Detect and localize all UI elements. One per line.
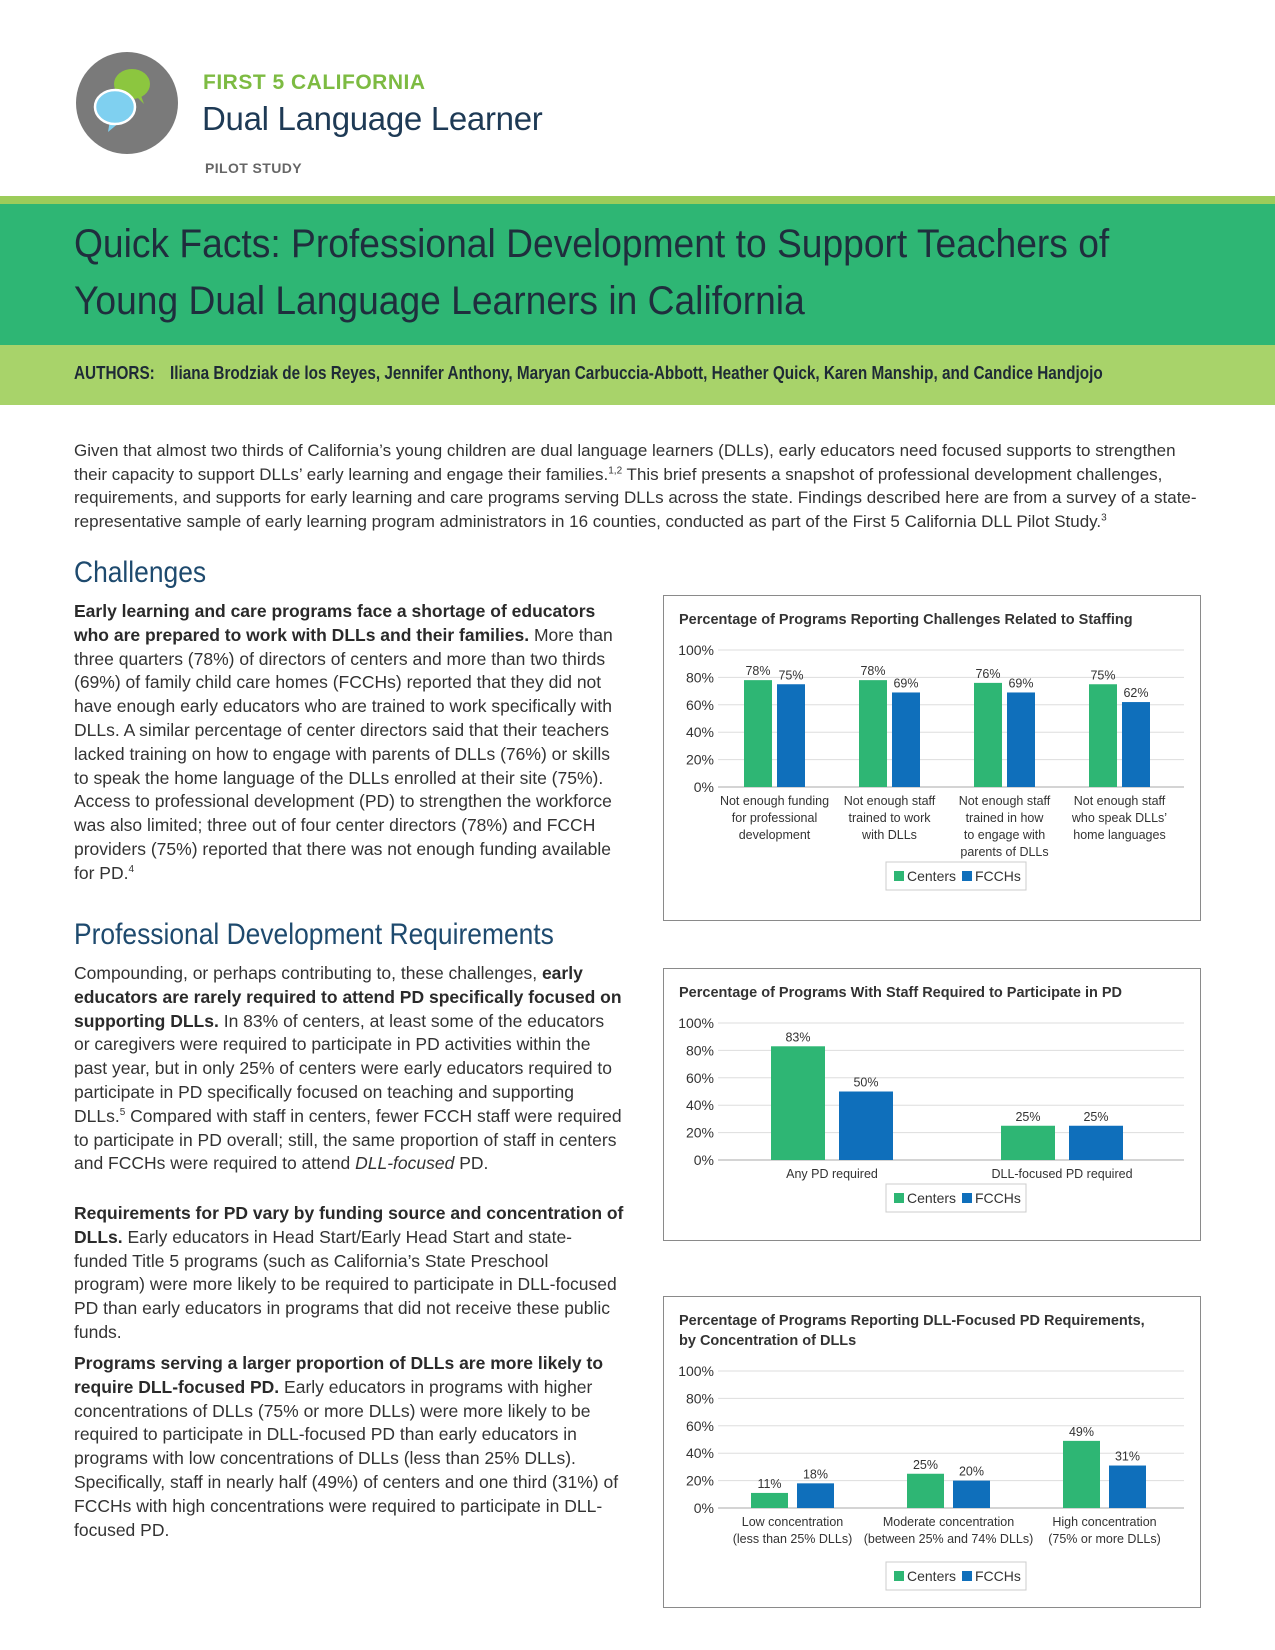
bar-centers xyxy=(771,1046,825,1160)
data-label: 78% xyxy=(745,664,771,679)
data-label: 75% xyxy=(778,668,804,683)
bar-fcchs xyxy=(1069,1126,1123,1160)
title-line1: Quick Facts: Professional Development to Support Teachers of xyxy=(74,222,1110,266)
data-label: 62% xyxy=(1123,686,1149,701)
data-label: 11% xyxy=(757,1476,782,1491)
challenges-text: More than three quarters (78%) of directors of centers and more than two thirds (69%) of family child care homes (FCCHs) reported that they did not have enough early educators who are trained to work specifically with DLLs. A similar percentage of center directors said that their teachers lacked training on how to engage with parents of DLLs (76%) or skills to speak the home language of the DLLs enrolled at their site (75%). Access to professional development (PD) to strengthen the workforce was also limited; three out of four center directors (78%) and FCCH providers (75%) reported that there was not enough funding available for PD. xyxy=(74,624,613,883)
data-label: 18% xyxy=(802,1467,829,1482)
bar-fcchs xyxy=(953,1481,990,1508)
data-label: 50% xyxy=(853,1075,879,1090)
category-label: (75% or more DLLs) xyxy=(1048,1532,1161,1546)
data-label: 75% xyxy=(1090,668,1116,683)
category-label: home languages xyxy=(1073,828,1166,842)
req-p1-text-c: Compared with staff in centers, fewer FCCH staff were required to participate in PD overall; still, the same proportion of staff in centers and FCCHs were required to attend xyxy=(74,1105,622,1174)
legend-swatch xyxy=(894,1193,904,1203)
category-label: trained in how xyxy=(965,811,1044,825)
y-tick-label: 20% xyxy=(685,1472,714,1489)
bar-centers xyxy=(1001,1126,1055,1160)
req-p1-emphasis: DLL-focused xyxy=(355,1153,455,1174)
bar-centers xyxy=(744,680,772,787)
legend-label: FCCHs xyxy=(975,868,1021,884)
y-tick-label: 40% xyxy=(685,1097,714,1114)
data-label: 25% xyxy=(1015,1109,1041,1124)
legend-swatch xyxy=(894,1571,904,1581)
brand-line2: Dual Language Learner xyxy=(202,100,543,137)
authors xyxy=(74,363,1103,384)
chart-staffing-challenges xyxy=(663,595,1201,921)
intro-text-a: Given that almost two thirds of California’s young children are dual language learners (DLLs), early educators need focused supports to strengthen their capacity to support DLLs’ early learning and engage their families. xyxy=(74,441,1176,484)
category-label: Low concentration xyxy=(741,1515,844,1529)
req-p1-text-b: In 83% of centers, at least some of the educators or caregivers were required to participate in PD activities within the past year, but in only 25% of centers were early educators required to participate in PD specifically focused on teaching and supporting DLLs. xyxy=(74,1010,612,1126)
req-p2-text: Early educators in Head Start/Early Head Start and state-funded Title 5 programs (such as California’s State Preschool program) were more likely to be required to participate in DLL-focused PD than early educators in programs that did not receive these public funds. xyxy=(74,1226,617,1342)
bar-centers xyxy=(859,680,887,787)
legend-label: FCCHs xyxy=(975,1568,1021,1584)
req-p3-text: Early educators in programs with higher concentrations of DLLs (75% or more DLLs) were more likely to be required to participate in DLL-focused PD than early educators in programs with low concentrations of DLLs (less than 25% DLLs). Specifically, staff in nearly half (49%) of centers and one third (31%) of FCCHs with high concentrations were required to participate in DLL-focused PD. xyxy=(74,1376,619,1540)
legend-label: FCCHs xyxy=(975,1190,1021,1206)
legend-swatch xyxy=(894,871,904,881)
bar-centers xyxy=(751,1493,788,1508)
data-label: 31% xyxy=(1114,1449,1141,1464)
chart-title: Percentage of Programs With Staff Required to Participate in PD xyxy=(679,985,1123,1001)
logo xyxy=(76,52,178,154)
data-label: 83% xyxy=(785,1030,811,1045)
y-tick-label: 0% xyxy=(693,779,714,795)
bar-fcchs xyxy=(1109,1466,1146,1508)
legend-label: Centers xyxy=(907,868,957,884)
category-label: for professional xyxy=(731,811,818,825)
chart-pd-required xyxy=(663,968,1201,1241)
y-tick-label: 0% xyxy=(693,1500,714,1516)
req-p3-lead: Programs serving a larger proportion of DLLs are more likely to require DLL-focused PD. xyxy=(74,1353,604,1397)
bar-fcchs xyxy=(797,1483,834,1508)
category-label: to engage with xyxy=(963,828,1046,842)
challenges-lead: Early learning and care programs face a shortage of educators who are prepared to work with DLLs and their families. xyxy=(74,601,596,645)
legend-swatch xyxy=(962,1193,972,1203)
category-label: Moderate concentration xyxy=(882,1515,1015,1529)
challenges-paragraph xyxy=(74,600,624,886)
title-line2: Young Dual Language Learners in California xyxy=(74,279,805,323)
bar-fcchs xyxy=(1122,702,1150,787)
footnote-ref: 4 xyxy=(128,863,135,875)
data-label: 76% xyxy=(975,666,1001,681)
requirements-paragraph-2 xyxy=(74,1202,624,1345)
chart-title: by Concentration of DLLs xyxy=(679,1333,857,1349)
category-label: who speak DLLs’ xyxy=(1071,811,1168,825)
legend-label: Centers xyxy=(907,1190,957,1206)
y-tick-label: 60% xyxy=(685,1069,714,1086)
bar-fcchs xyxy=(839,1092,893,1161)
intro-text-b: This brief presents a snapshot of professional development challenges, requirements, and supports for early learning and care programs serving DLLs across the state. Findings described here are from a survey of a state-representative sample of early learning program administrators in 16 counties, conducted as part of the First 5 California DLL Pilot Study. xyxy=(74,464,1197,531)
y-tick-label: 80% xyxy=(685,1390,714,1407)
category-label: with DLLs xyxy=(862,828,917,842)
y-tick-label: 80% xyxy=(685,669,714,686)
requirements-paragraph-3 xyxy=(74,1352,624,1542)
footnote-ref: 3 xyxy=(1101,511,1107,523)
y-tick-label: 60% xyxy=(685,1417,714,1434)
data-label: 69% xyxy=(893,676,919,691)
legend-swatch xyxy=(962,1571,972,1581)
brand-line3: PILOT STUDY xyxy=(205,160,302,176)
bar-fcchs xyxy=(892,692,920,787)
brand-line1: FIRST 5 CALIFORNIA xyxy=(203,71,426,94)
category-label: High concentration xyxy=(1052,1515,1157,1529)
chart-title: Percentage of Programs Reporting Challenges Related to Staffing xyxy=(679,612,1133,628)
bar-centers xyxy=(907,1474,944,1508)
legend-swatch xyxy=(962,871,972,881)
category-label: parents of DLLs xyxy=(960,845,1049,859)
category-label: Not enough staff xyxy=(1073,794,1166,808)
chart-svg xyxy=(664,1297,1202,1609)
category-label: Not enough funding xyxy=(719,794,830,808)
bar-centers xyxy=(974,683,1002,787)
bar-centers xyxy=(1089,684,1117,787)
intro-paragraph xyxy=(74,439,1204,533)
category-label: development xyxy=(738,828,811,842)
bar-centers xyxy=(1063,1441,1100,1508)
heading-pd-requirements: Professional Development Requirements xyxy=(74,918,554,951)
y-tick-label: 100% xyxy=(678,1015,714,1031)
footnote-ref: 5 xyxy=(119,1106,126,1118)
category-label: Not enough staff xyxy=(958,794,1051,808)
bar-fcchs xyxy=(777,684,805,787)
bar-fcchs xyxy=(1007,692,1035,787)
y-tick-label: 40% xyxy=(685,1445,714,1462)
footnote-ref: 1,2 xyxy=(608,464,623,476)
speech-bubbles-icon xyxy=(76,52,178,154)
chart-title: Percentage of Programs Reporting DLL-Focused PD Requirements, xyxy=(679,1313,1145,1329)
req-p1-text-d: PD. xyxy=(454,1153,489,1174)
req-p1-lead: early educators are rarely required to attend PD specifically focused on supporting DLLs. xyxy=(74,963,622,1031)
chart-svg xyxy=(664,596,1202,922)
category-label: Any PD required xyxy=(786,1167,878,1181)
y-tick-label: 80% xyxy=(685,1042,714,1059)
y-tick-label: 20% xyxy=(685,1124,714,1141)
category-label: trained to work xyxy=(848,811,931,825)
y-tick-label: 100% xyxy=(678,1363,714,1379)
data-label: 25% xyxy=(912,1457,939,1472)
req-p1-text-a: Compounding, or perhaps contributing to, these challenges, xyxy=(74,963,542,983)
header-divider xyxy=(0,196,1275,204)
authors-label: AUTHORS: xyxy=(74,363,155,383)
data-label: 20% xyxy=(958,1464,985,1479)
y-tick-label: 40% xyxy=(685,724,714,741)
category-label: (less than 25% DLLs) xyxy=(732,1532,853,1546)
authors-names: Iliana Brodziak de los Reyes, Jennifer Anthony, Maryan Carbuccia-Abbott, Heather Quick, Karen Manship, and Candice Handjojo xyxy=(170,363,1103,383)
page-title xyxy=(74,216,1153,330)
y-tick-label: 100% xyxy=(678,642,714,658)
data-label: 69% xyxy=(1008,676,1034,691)
category-label: Not enough staff xyxy=(843,794,936,808)
data-label: 25% xyxy=(1083,1109,1109,1124)
requirements-paragraph-1 xyxy=(74,962,624,1176)
y-tick-label: 20% xyxy=(685,751,714,768)
chart-svg xyxy=(664,969,1202,1242)
legend-label: Centers xyxy=(907,1568,957,1584)
data-label: 49% xyxy=(1068,1424,1095,1439)
heading-challenges: Challenges xyxy=(74,556,207,589)
y-tick-label: 60% xyxy=(685,696,714,713)
req-p2-lead: Requirements for PD vary by funding source and concentration of DLLs. xyxy=(74,1203,624,1247)
category-label: DLL-focused PD required xyxy=(991,1167,1133,1181)
data-label: 78% xyxy=(860,664,886,679)
category-label: (between 25% and 74% DLLs) xyxy=(863,1532,1034,1546)
chart-pd-by-concentration xyxy=(663,1296,1201,1608)
y-tick-label: 0% xyxy=(693,1152,714,1168)
